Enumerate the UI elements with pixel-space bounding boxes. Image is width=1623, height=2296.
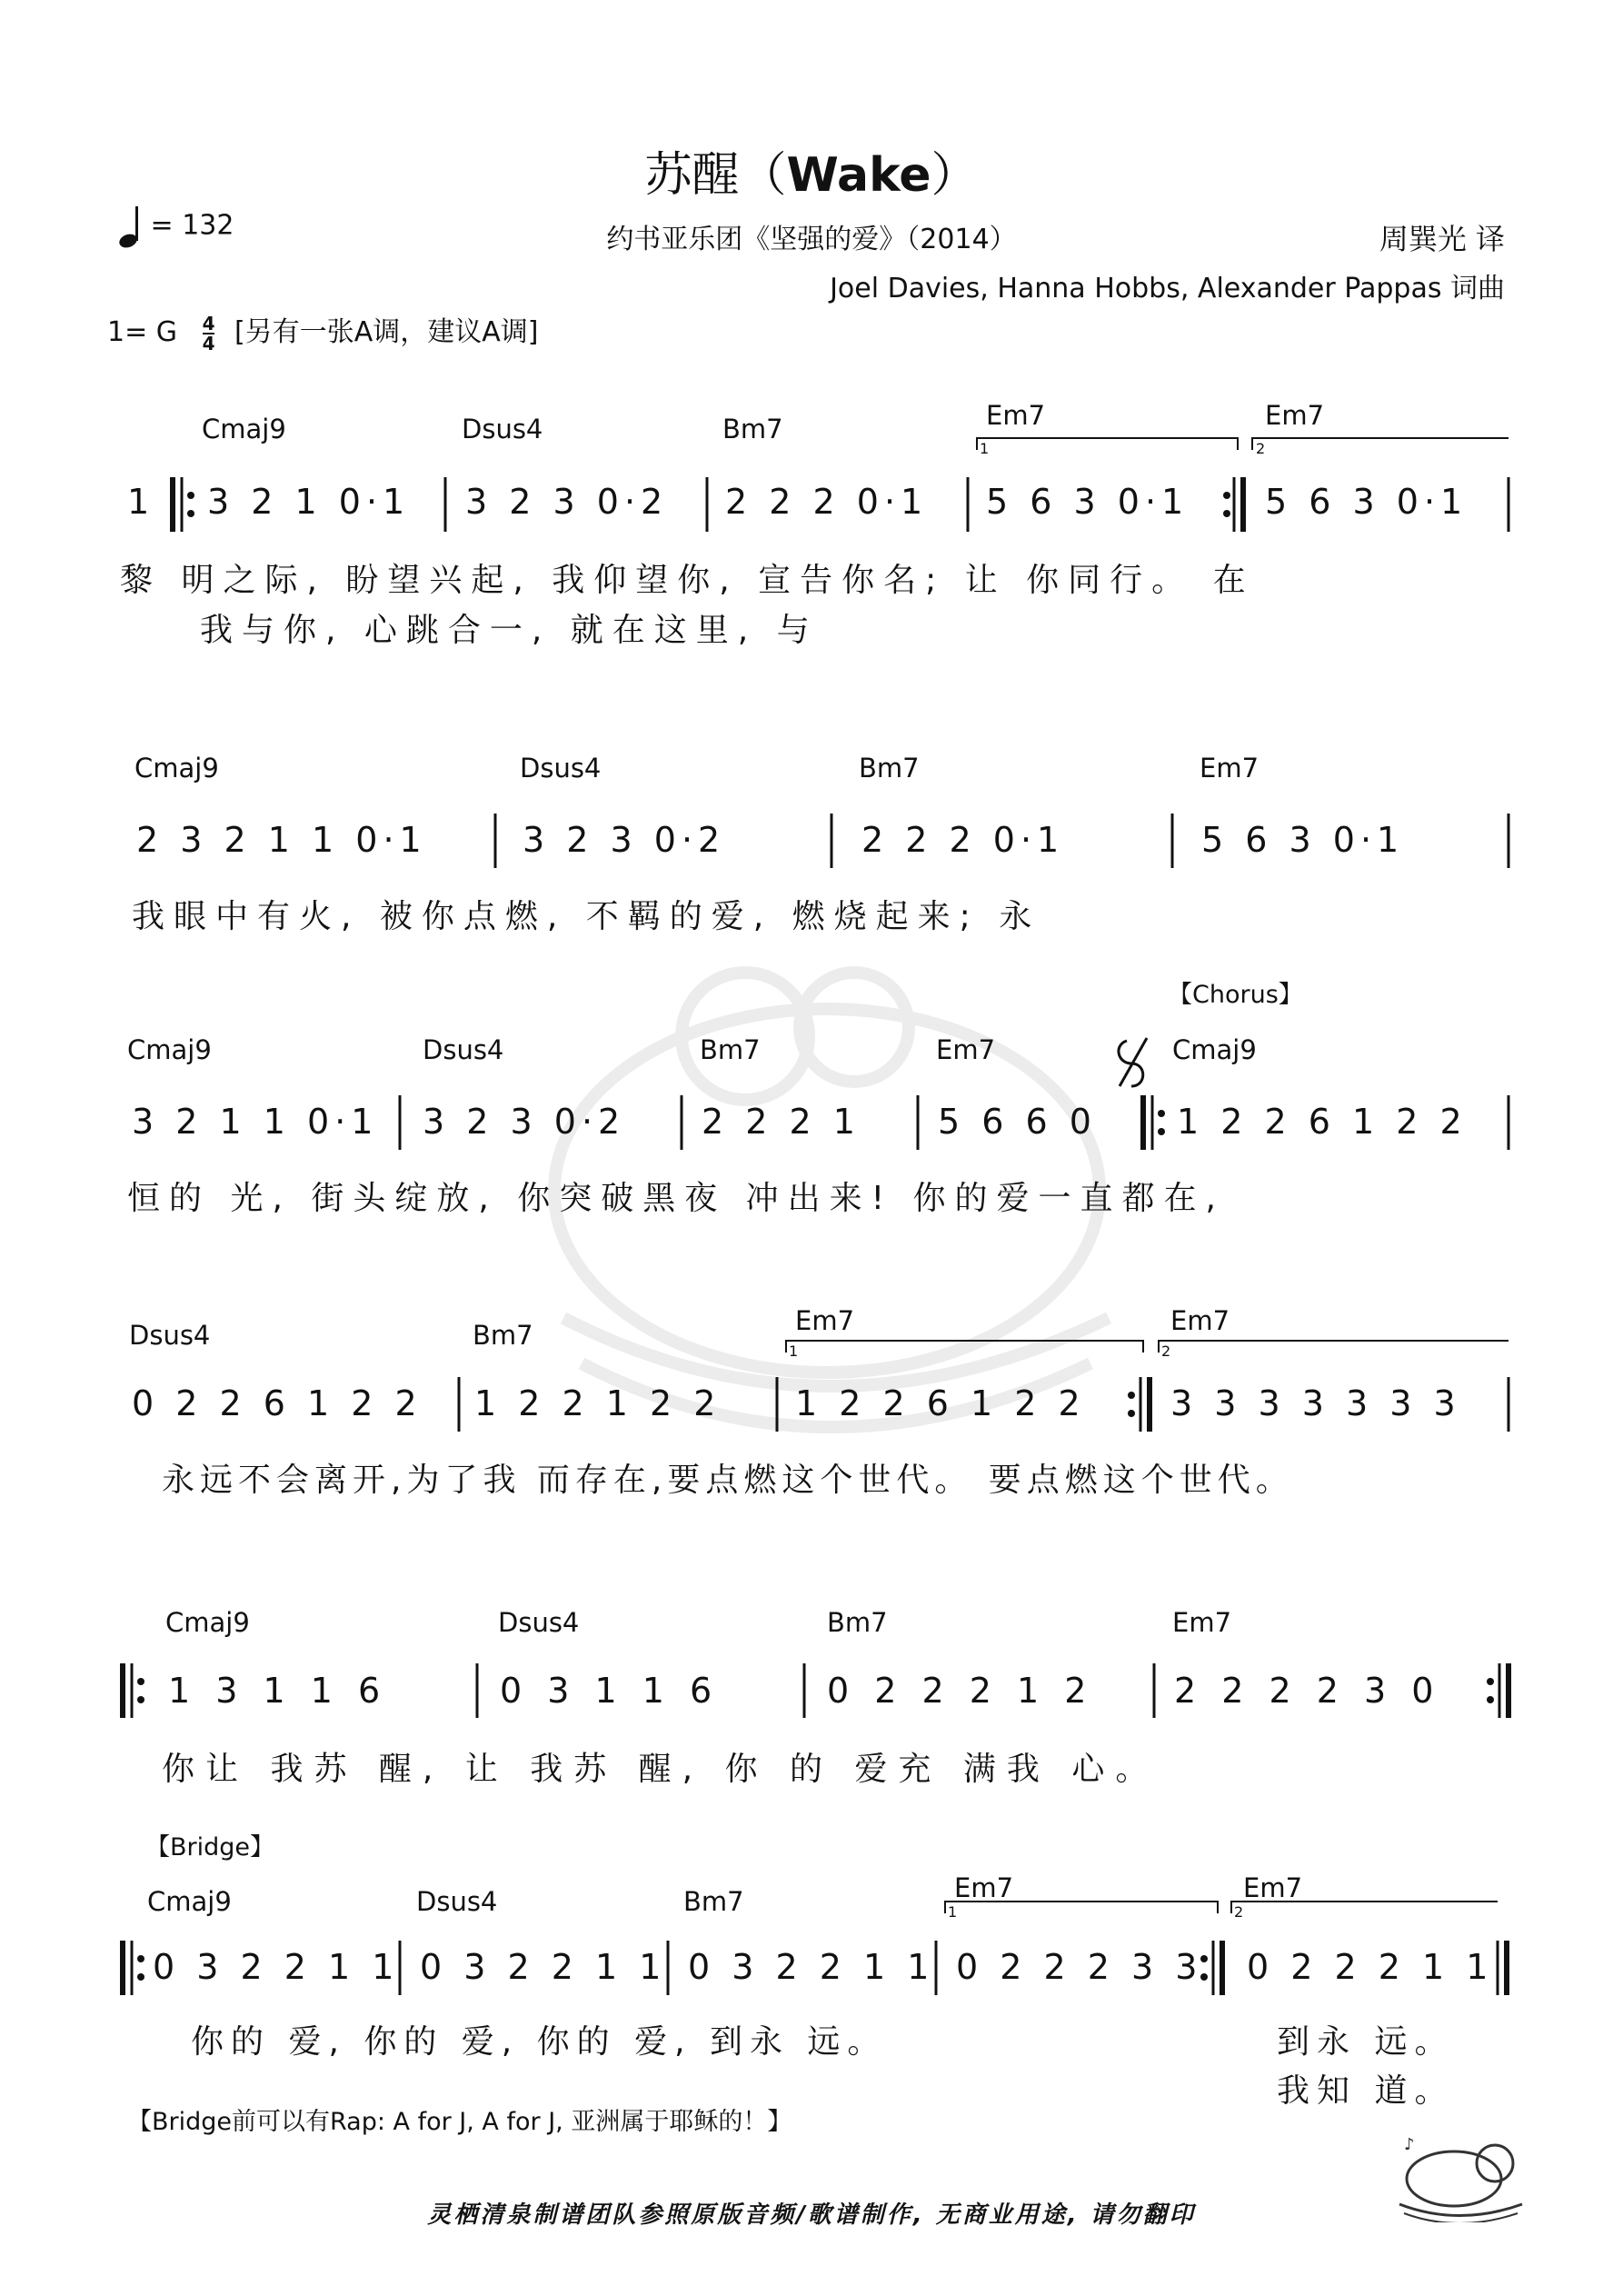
segno-icon xyxy=(1119,1038,1147,1086)
measure-notes: 2 3 2 1 1 0·1 xyxy=(136,820,427,860)
svg-text:♪: ♪ xyxy=(1404,2135,1415,2154)
chord: Dsus4 xyxy=(416,1886,498,1917)
chord: Em7 xyxy=(936,1034,996,1065)
lyrics-line: 到永 远。 xyxy=(1277,2023,1455,2061)
measure-notes: 0 3 1 1 6 xyxy=(500,1671,720,1711)
chord: Bm7 xyxy=(473,1320,533,1351)
measure-notes: 0 3 2 2 1 1 xyxy=(688,1947,935,1987)
measure-notes: 2 2 2 0·1 xyxy=(861,820,1065,860)
measure-notes: 0 2 2 2 3 3 xyxy=(956,1947,1203,1987)
rap-note: 【Bridge前可以有Rap: A for J, A for J, 亚洲属于耶稣的！】 xyxy=(127,2108,792,2136)
chord: Dsus4 xyxy=(498,1607,580,1638)
album-subtitle: 约书亚乐团《坚强的爱》（2014） xyxy=(606,224,1017,255)
lyrics-line: 我与你, 心跳合一, 就在这里, 与 xyxy=(200,612,819,649)
lyrics-line: 你让 我苏 醒, 让 我苏 醒, 你 的 爱充 满我 心。 xyxy=(162,1751,1160,1788)
chord: Em7 xyxy=(1265,400,1325,431)
chord: Bm7 xyxy=(827,1607,888,1638)
chord: Cmaj9 xyxy=(134,753,219,784)
bridge-label: 【Bridge】 xyxy=(145,1833,275,1862)
measure-notes: 2 2 2 2 3 0 xyxy=(1174,1671,1441,1711)
ending-first-r1: 1 xyxy=(980,440,990,457)
lyrics-line: 我知 道。 xyxy=(1277,2072,1455,2110)
measure-notes: 0 3 2 2 1 1 xyxy=(420,1947,667,1987)
chord: Dsus4 xyxy=(462,414,543,444)
ending-second-r1: 2 xyxy=(1256,440,1266,457)
chord: Dsus4 xyxy=(520,753,602,784)
chord: Dsus4 xyxy=(423,1034,504,1065)
lyrics-line: 恒的 光, 街头绽放, 你突破黑夜 冲出来! 你的爱一直都在, xyxy=(127,1180,1225,1217)
lyrics-line: 我眼中有火, 被你点燃, 不羁的爱, 燃烧起来; 永 xyxy=(132,898,1041,935)
song-title: 苏醒（Wake） xyxy=(644,148,979,203)
chord: Cmaj9 xyxy=(1172,1034,1257,1065)
measure-notes: 3 2 3 0·2 xyxy=(423,1102,626,1142)
measure-notes: 0 2 2 2 1 2 xyxy=(827,1671,1094,1711)
measure-notes: 1 2 2 6 1 2 2 xyxy=(795,1383,1086,1423)
chord: Em7 xyxy=(795,1305,855,1336)
ending-first-r4: 1 xyxy=(789,1343,799,1360)
tempo-marking: = 132 xyxy=(118,205,234,248)
measure-notes: 0 3 2 2 1 1 xyxy=(153,1947,400,1987)
chord: Em7 xyxy=(1170,1305,1230,1336)
measure-notes: 3 2 3 0·2 xyxy=(465,482,669,522)
time-signature: $\frac{4}{4}$ xyxy=(202,312,215,354)
measure-notes: 1 2 2 6 1 2 2 xyxy=(1177,1102,1468,1142)
measure-notes: 3 2 3 0·2 xyxy=(523,820,726,860)
chord: Bm7 xyxy=(683,1886,744,1917)
measure-notes: 1 3 1 1 6 xyxy=(168,1671,388,1711)
key-signature: 1= G $\frac{4}{4}$ [另有一张A调，建议A调] xyxy=(107,312,539,354)
measure-notes: 5 6 3 0·1 xyxy=(986,482,1190,522)
chord: Em7 xyxy=(1200,753,1260,784)
measure-notes: 3 2 1 1 0·1 xyxy=(132,1102,379,1142)
measure-notes: 5 6 3 0·1 xyxy=(1201,820,1405,860)
chord: Bm7 xyxy=(722,414,783,444)
chord: Bm7 xyxy=(700,1034,761,1065)
chord: Bm7 xyxy=(859,753,920,784)
translator-credit: 周巽光 译 xyxy=(1379,222,1505,256)
measure-notes: 2 2 2 1 xyxy=(702,1102,861,1142)
footer-note: 灵栖清泉制谱团队参照原版音频/歌谱制作, 无商业用途, 请勿翻印 xyxy=(427,2201,1196,2229)
ending-first-r6: 1 xyxy=(948,1903,958,1921)
measure-notes: 0 2 2 6 1 2 2 xyxy=(132,1383,423,1423)
lyrics-line: 你的 爱, 你的 爱, 你的 爱, 到永 远。 xyxy=(191,2023,888,2061)
lyrics-line: 永远不会离开,为了我 而存在,要点燃这个世代。 要点燃这个世代。 xyxy=(162,1462,1294,1499)
chord: Em7 xyxy=(1172,1607,1232,1638)
measure-notes: 5 6 6 0 xyxy=(938,1102,1097,1142)
ending-second-r6: 2 xyxy=(1234,1903,1244,1921)
measure-notes: 1 2 2 1 2 2 xyxy=(474,1383,722,1423)
ending-second-r4: 2 xyxy=(1161,1343,1171,1360)
chord: Em7 xyxy=(954,1872,1014,1903)
measure-notes: 3 2 1 0·1 xyxy=(207,482,411,522)
chord: Dsus4 xyxy=(129,1320,211,1351)
chord: Em7 xyxy=(1243,1872,1303,1903)
chord: Cmaj9 xyxy=(127,1034,212,1065)
measure-notes: 2 2 2 0·1 xyxy=(725,482,929,522)
lyrics-line: 黎 明之际, 盼望兴起, 我仰望你, 宣告你名; 让 你同行。 在 xyxy=(120,562,1255,599)
chord: Cmaj9 xyxy=(147,1886,232,1917)
chord: Cmaj9 xyxy=(165,1607,250,1638)
measure-notes: 5 6 3 0·1 xyxy=(1265,482,1469,522)
chord: Em7 xyxy=(986,400,1046,431)
measure-notes: 0 2 2 2 1 1 xyxy=(1247,1947,1494,1987)
chord: Cmaj9 xyxy=(202,414,286,444)
pickup-note: 1 xyxy=(127,482,150,522)
measure-notes: 3 3 3 3 3 3 3 xyxy=(1170,1383,1461,1423)
chorus-label: 【Chorus】 xyxy=(1168,981,1303,1009)
composer-credit: Joel Davies, Hanna Hobbs, Alexander Pappas 词曲 xyxy=(830,273,1505,304)
